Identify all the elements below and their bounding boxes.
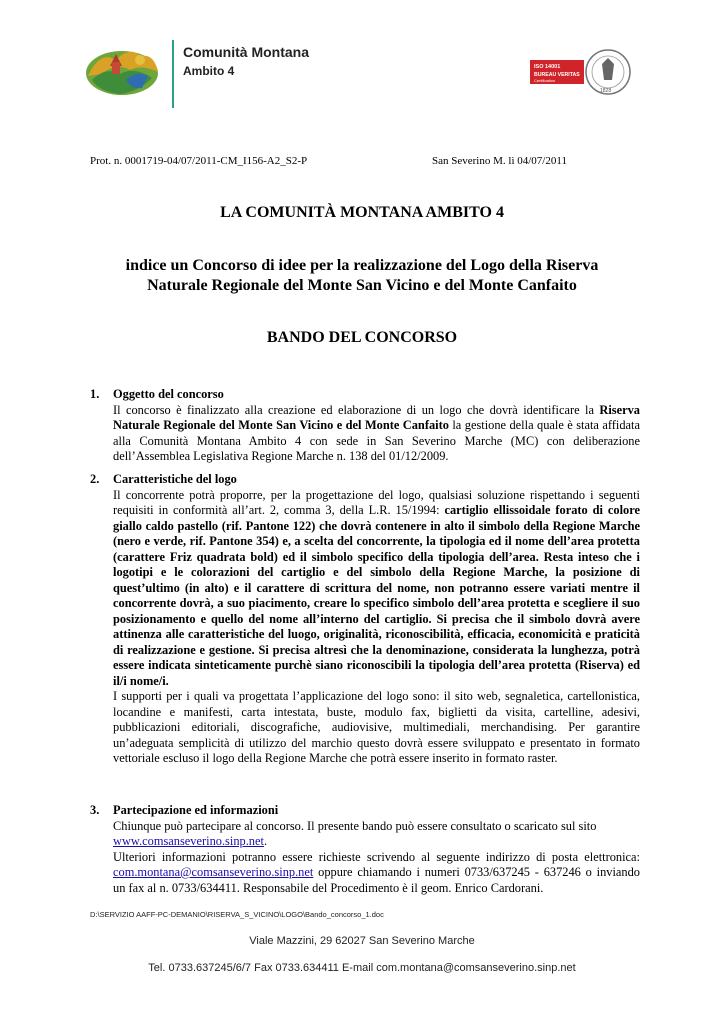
bando-title: BANDO DEL CONCORSO: [266, 329, 458, 346]
subtitle-line-2: Naturale Regionale del Monte San Vicino e del Monte Canfaito: [147, 277, 577, 294]
cert-year-text: 1828: [600, 88, 612, 94]
footer-address: Viale Mazzini, 29 62027 San Severino Marche: [249, 935, 475, 947]
section-oggetto: [90, 387, 640, 465]
subtitle: [0, 256, 724, 296]
org-subtitle: Ambito 4: [183, 64, 235, 78]
body-text-bold: Riserva Naturale Regionale del Monte San Vicino e del Monte Canfaito: [113, 402, 640, 432]
body-text: Ulteriori informazioni potranno essere richieste scrivendo al seguente indirizzo di posta elettronica:: [113, 849, 640, 864]
org-name: Comunità Montana: [183, 44, 309, 60]
section-body: [113, 488, 640, 767]
bureau-veritas-certification-logo: [526, 42, 634, 102]
section-partecipazione: [90, 803, 640, 896]
body-text: Il concorso è finalizzato alla creazione ed elaborazione di un logo che dovrà identificare la: [113, 402, 600, 417]
section-body: [113, 403, 640, 465]
body-text: .: [263, 834, 268, 848]
body-text: Chiunque può partecipare al concorso. Il presente bando può essere consultato o scaricato sul sito: [113, 818, 597, 833]
section-heading: Partecipazione ed informazioni: [113, 803, 279, 817]
section-number: 1.: [90, 387, 100, 401]
section-number: 3.: [90, 803, 100, 817]
section-number: 2.: [90, 472, 100, 486]
cert-iso-text: ISO 14001: [534, 64, 561, 70]
body-paragraph: [113, 819, 640, 850]
cert-bv-text: BUREAU VERITAS: [534, 72, 580, 78]
email-link[interactable]: com.montana@comsanseverino.sinp.net: [113, 865, 314, 879]
file-path: D:\SERVIZIO AAFF-PC-DEMANIO\RISERVA_S_VICINO\LOGO\Bando_concorso_1.doc: [90, 910, 384, 919]
main-title: LA COMUNITÀ MONTANA AMBITO 4: [220, 204, 504, 221]
section-heading: Caratteristiche del logo: [113, 472, 237, 486]
website-link[interactable]: www.comsanseverino.sinp.net: [113, 834, 264, 848]
comunita-montana-logo: [82, 40, 160, 98]
section-body: [113, 819, 640, 897]
body-text-bold: cartiglio ellissoidale forato di colore giallo caldo pastello (rif. Pantone 122) che dovrà contenere in alto il simbolo della Regione Marche (nero e verde, rif. Pantone 354) e, a scelta del concorrente, la tipologia ed il nome dell’area protetta (carattere Friz quadrata bold) ed il simbolo specifico della tipologia dell’area. Resta inteso che i logotipi e le colorazioni del cartiglio e del simbolo della Regione Marche, la posizione di quest’ultimo (in alto) e il carattere di scrittura del nome, non potranno essere variati mentre il concorrente dovrà, a suo piacimento, creare lo specifico simbolo dell’area protetta e scegliere il suo posizionamento e quello del nome all’interno del cartiglio. Si precisa che il simbolo dovrà avere attinenza alle caratteristiche del luogo, originalità, riconoscibilità, efficacia, economicità e praticità di realizzazione e gestione. Si precisa altresì che la denominazione, considerata la lunghezza, potrà essere indicata sinteticamente purchè siano riconoscibili la tipologia dell’area protetta (Riserva) ed il/i nome/i.: [113, 503, 640, 688]
section-heading: Oggetto del concorso: [113, 387, 224, 401]
cert-label-text: Certification: [534, 78, 556, 83]
body-text: oppure chiamando i numeri 0733/637245 - 637246 o inviando un fax al n. 0733/634411. Responsabile del Procedimento è il geom. Enrico Cardorani.: [113, 865, 640, 895]
protocol-number: Prot. n. 0001719-04/07/2011-CM_I156-A2_S2-P: [90, 155, 308, 167]
body-paragraph: I supporti per i quali va progettata l’applicazione del logo sono: il sito web, segnaletica, cartellonistica, locandine e manifesti, carta intestata, buste, modulo fax, biglietti da visita, cartelline, adesivi, pubblicazioni editoriali, discografiche, audiovisive, multimediali, merchandising. Per garantire un’adeguata semplicità di utilizzo del marchio questo dovrà essere sviluppato e presentato in formato vettoriale escluso il logo della Regione Marche che potrà essere inserito in formato raster.: [113, 689, 640, 765]
subtitle-line-1: indice un Concorso di idee per la realizzazione del Logo della Riserva: [125, 257, 599, 274]
body-text: la gestione della quale è stata affidata alla Comunità Montana Ambito 4 con sede in San Severino Marche (MC) con deliberazione dell’Assemblea Legislativa Regione Marche n. 138 del 01/12/2009.: [113, 418, 640, 463]
section-caratteristiche: [90, 472, 640, 767]
body-paragraph: [113, 850, 640, 897]
header-divider: [172, 40, 174, 108]
document-date: San Severino M. lì 04/07/2011: [432, 155, 567, 167]
body-text: Il concorrente potrà proporre, per la progettazione del logo, qualsiasi soluzione rispettando i seguenti requisiti in conformità all’art. 2, comma 3, della L.R. 15/1994:: [113, 487, 640, 517]
footer-contacts: Tel. 0733.637245/6/7 Fax 0733.634411 E-mail com.montana@comsanseverino.sinp.net: [148, 962, 576, 974]
